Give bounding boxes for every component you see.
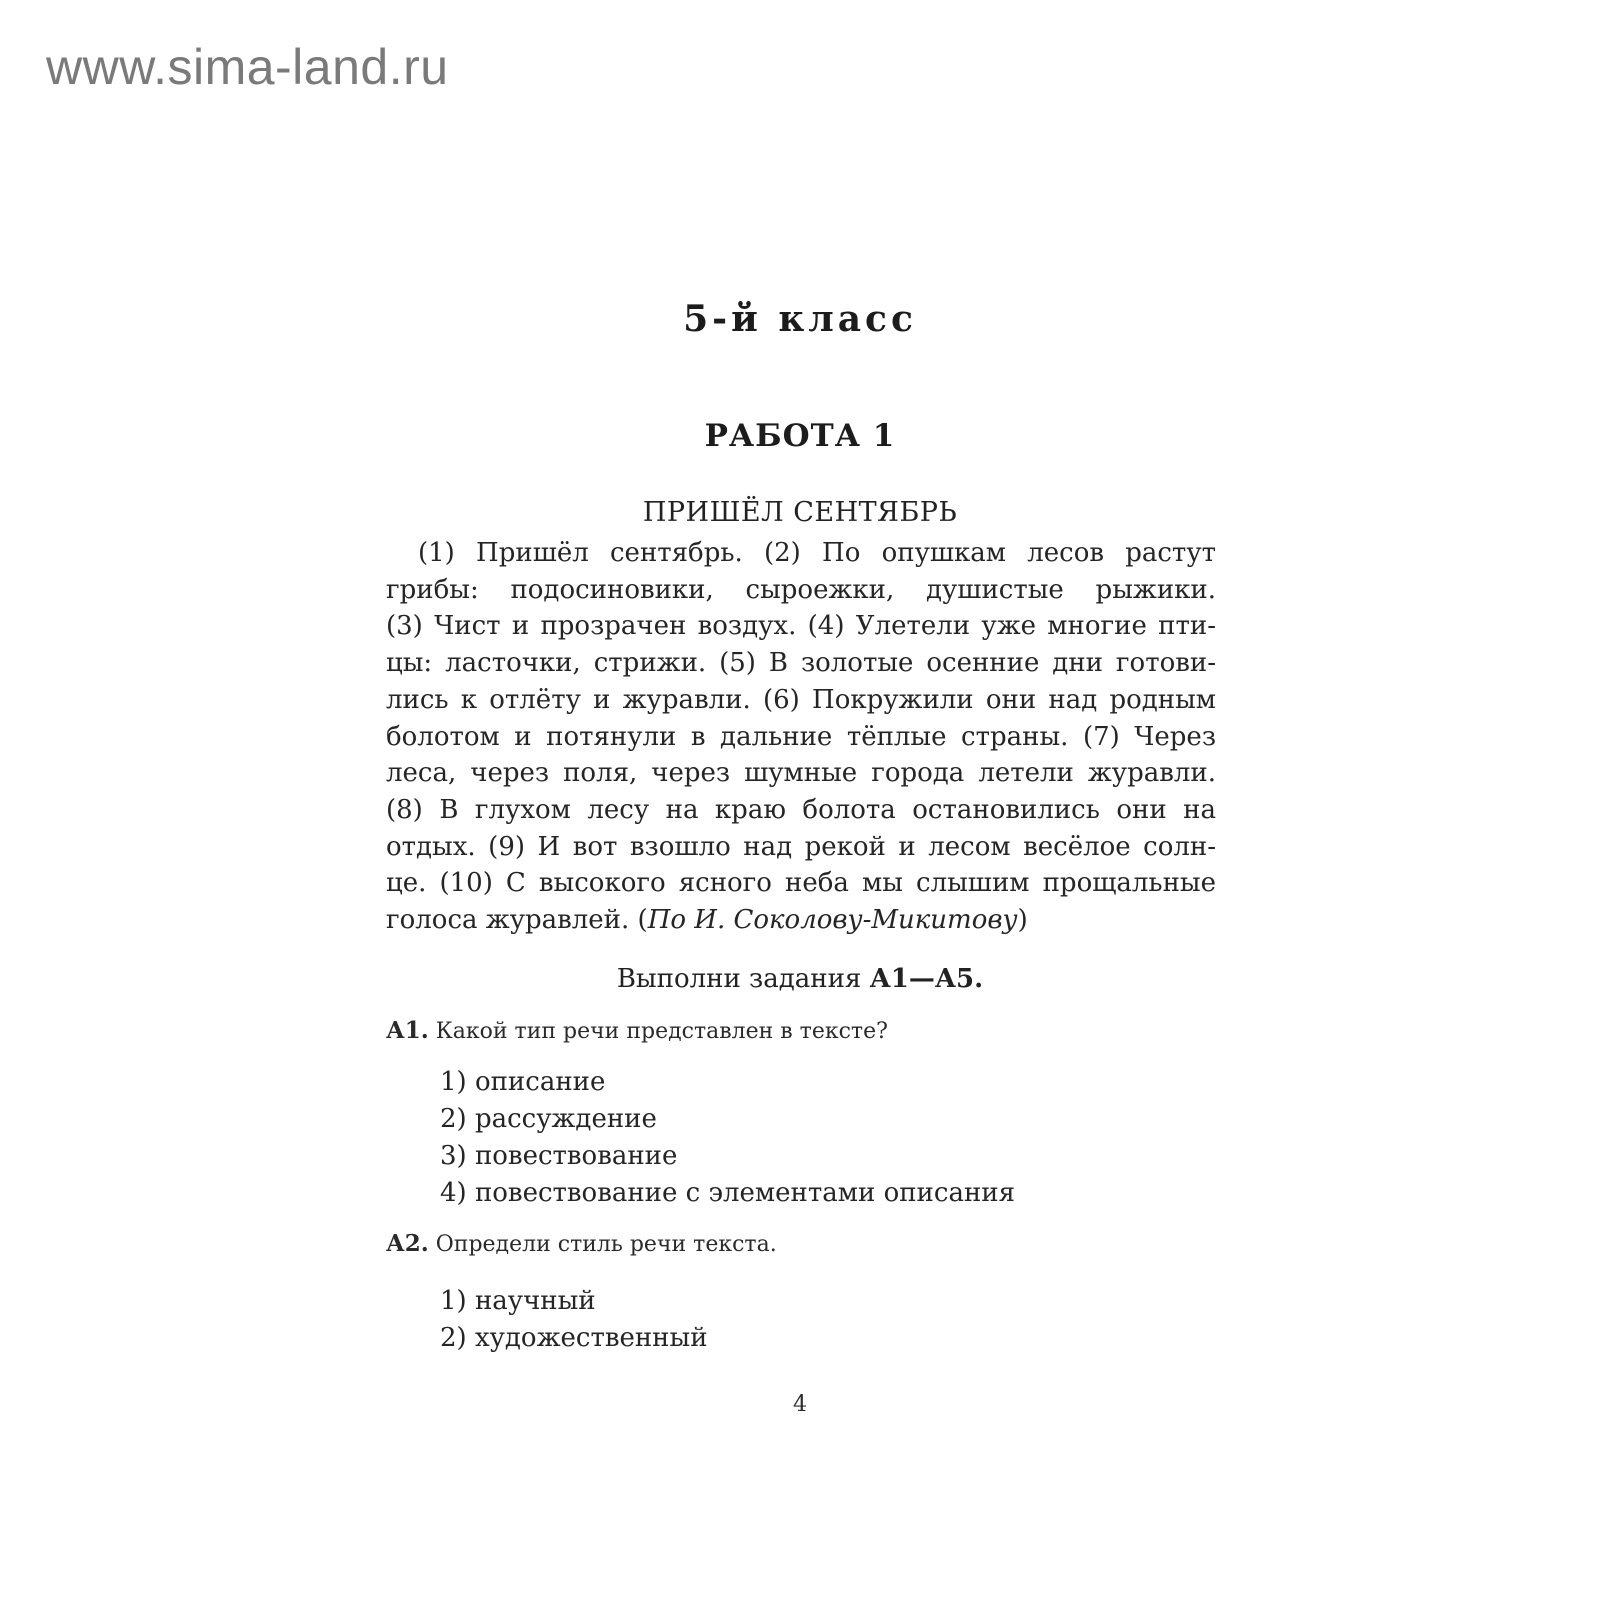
passage-last-line-text: голоса журавлей. ( [386,905,648,936]
question-text: Определи стиль речи текста. [428,1232,777,1257]
passage-line: леса, через поля, через шумные города летели журавли. [386,758,1216,789]
passage-line: цы: ласточки, стрижи. (5) В золотые осенние дни готови- [386,648,1216,679]
answer-option: 4) повествование с элементами описания [440,1178,1016,1208]
answer-option: 2) художественный [440,1323,708,1353]
passage-closing: ) [1017,905,1028,936]
passage-line: лись к отлёту и журавли. (6) Покружили они над родным [386,684,1216,715]
task-heading [0,964,1600,994]
page-number: 4 [793,1392,807,1417]
passage-line: болотом и потянули в дальние тёплые страны. (7) Через [386,721,1216,752]
answer-option: 2) рассуждение [440,1104,657,1134]
question-a1 [386,1017,888,1044]
question-a2 [386,1230,777,1257]
answer-options-a2 [440,1283,708,1357]
answer-options-a1 [440,1064,1015,1212]
passage-line: грибы: подосиновики, сыроежки, душистые рыжики. [386,574,1216,605]
task-heading-range: А1—А5. [869,964,984,994]
passage-line: (1) Пришёл сентябрь. (2) По опушкам лесов растут [418,538,1216,568]
answer-option: 1) научный [440,1286,596,1316]
watermark: www.sima-land.ru [46,39,449,95]
text-title: ПРИШЁЛ СЕНТЯБРЬ [642,497,958,528]
passage [386,535,1216,939]
grade-title: 5-й класс [683,298,917,340]
question-number: А1. [386,1017,429,1044]
work-title: РАБОТА 1 [704,418,896,454]
passage-attribution: По И. Соколову-Микитову [647,905,1018,936]
passage-line: отдых. (9) И вот взошло над рекой и лесом весёлое солн- [386,831,1216,862]
question-number: А2. [386,1230,429,1257]
passage-line: це. (10) С высокого ясного неба мы слышим прощальные [386,868,1216,899]
passage-last-line [386,902,1216,939]
task-heading-text: Выполни задания [616,964,870,994]
passage-line: (3) Чист и прозрачен воздух. (4) Улетели уже многие пти- [386,611,1216,642]
question-text: Какой тип речи представлен в тексте? [428,1019,888,1044]
answer-option: 3) повествование [440,1141,678,1171]
answer-option: 1) описание [440,1067,606,1097]
passage-line: (8) В глухом лесу на краю болота остановились они на [386,794,1216,825]
